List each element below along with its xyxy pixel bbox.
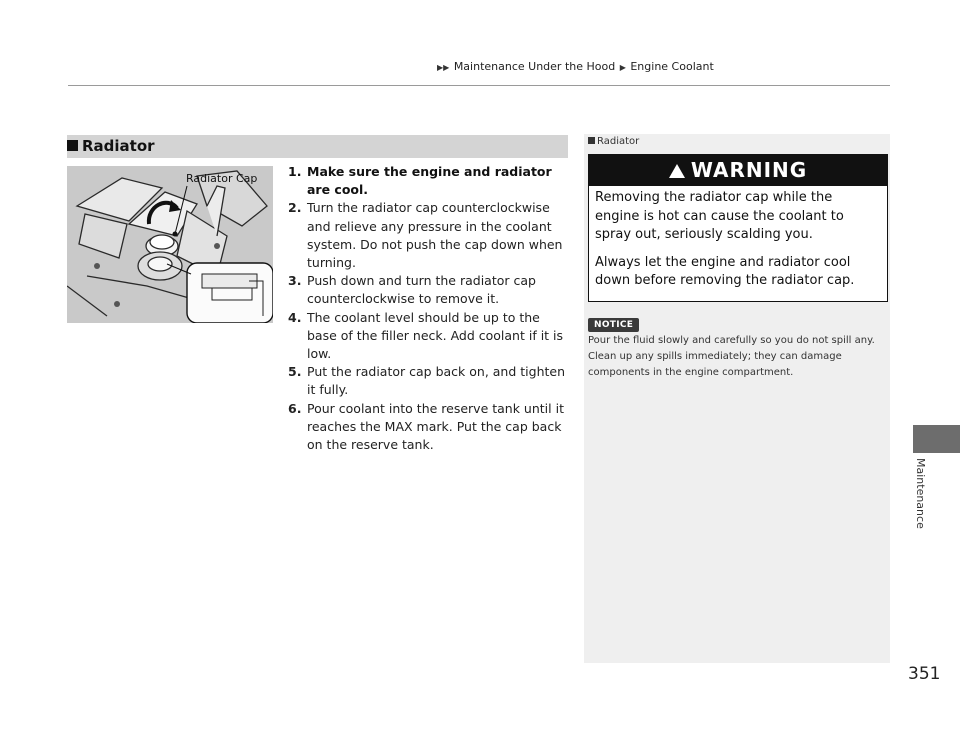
breadcrumb-arrow-icon: ▶▶ (437, 63, 450, 72)
sidebar-heading (588, 136, 639, 147)
notice-text: Pour the fluid slowly and carefully so you do not spill any. Clean up any spills immediately; they can damage components in the engine compartment. (588, 335, 875, 378)
breadcrumb-arrow-icon: ▶ (619, 63, 626, 72)
header-divider (68, 85, 890, 86)
step-number: 1. (288, 164, 302, 179)
chapter-tab[interactable] (913, 425, 960, 453)
warning-body (589, 186, 887, 291)
procedure-steps (288, 163, 570, 454)
radiator-drawing (67, 166, 273, 323)
radiator-illustration (67, 166, 273, 323)
step-item (288, 163, 570, 199)
warning-title: WARNING (690, 158, 808, 182)
section-title (67, 137, 155, 155)
breadcrumb-item[interactable]: Engine Coolant (630, 60, 714, 73)
step-item (288, 400, 570, 455)
step-item (288, 309, 570, 364)
chapter-label (915, 458, 929, 538)
breadcrumb-item[interactable]: Maintenance Under the Hood (453, 60, 616, 73)
radiator-cap-callout: Radiator Cap (186, 172, 258, 185)
notice-badge: NOTICE (588, 318, 639, 332)
step-number: 5. (288, 364, 302, 380)
step-text: Push down and turn the radiator cap counterclockwise to remove it. (307, 273, 536, 307)
section-header (67, 135, 568, 158)
step-item (288, 199, 570, 272)
chapter-label-text: Maintenance (914, 458, 927, 529)
reference-icon (588, 137, 595, 144)
warning-header (589, 155, 887, 186)
step-text: Pour coolant into the reserve tank until it reaches the MAX mark. Put the cap back on the reserve tank. (307, 400, 564, 453)
step-number: 2. (288, 200, 302, 216)
page-number: 351 (908, 664, 941, 684)
warning-box (588, 154, 888, 302)
step-number: 4. (288, 309, 302, 325)
section-title-text: Radiator (82, 137, 155, 155)
step-text: The coolant level should be up to the base of the filler neck. Add coolant if it is low. (307, 309, 564, 362)
step-number: 6. (288, 400, 302, 416)
step-number: 3. (288, 273, 302, 289)
step-text: Turn the radiator cap counterclockwise and relieve any pressure in the coolant system. Do not push the cap down when turning. (307, 200, 563, 271)
sidebar-heading-text: Radiator (597, 136, 640, 147)
step-item (288, 272, 570, 308)
step-item (288, 363, 570, 399)
warning-text: Removing the radiator cap while the engine is hot can cause the coolant to spray out, seriously scalding you. (595, 190, 844, 242)
warning-triangle-icon (669, 164, 685, 178)
warning-text: Always let the engine and radiator cool down before removing the radiator cap. (595, 254, 855, 288)
breadcrumb (436, 60, 714, 73)
step-text: Make sure the engine and radiator are cool. (307, 164, 552, 198)
section-square-icon (67, 140, 78, 151)
step-text: Put the radiator cap back on, and tighten it fully. (307, 364, 566, 398)
